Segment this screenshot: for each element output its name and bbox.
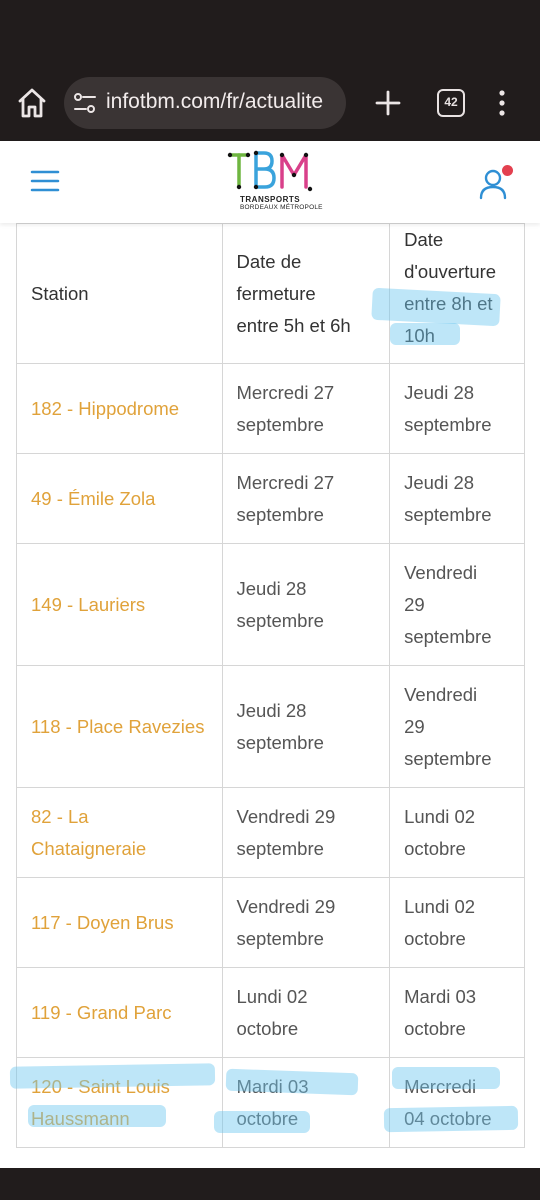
- closing-date-cell: [222, 666, 390, 788]
- station-link-text[interactable]: 119 - Grand Parc: [31, 1001, 172, 1023]
- opening-date-text: octobre: [404, 837, 466, 859]
- station-link-cell[interactable]: [17, 544, 223, 666]
- opening-date-cell: [390, 454, 525, 544]
- station-closure-table: [16, 223, 525, 1148]
- station-link-cell[interactable]: [17, 364, 223, 454]
- closing-date-text: septembre: [236, 927, 324, 949]
- page-content: [0, 223, 540, 1168]
- url-text[interactable]: infotbm.com/fr/actualite: [106, 90, 324, 113]
- station-link-cell[interactable]: [17, 1058, 223, 1148]
- tab-switcher-button[interactable]: 42: [437, 89, 465, 117]
- table-row: [17, 666, 525, 788]
- station-link-text[interactable]: 117 - Doyen Brus: [31, 911, 174, 933]
- opening-date-text: octobre: [404, 1017, 466, 1039]
- hamburger-menu-icon[interactable]: [30, 168, 60, 194]
- station-link-cell[interactable]: [17, 968, 223, 1058]
- closing-date-text: Jeudi 28: [236, 699, 307, 721]
- closing-date-text: Mercredi 27: [236, 471, 335, 493]
- opening-date-cell: [390, 666, 525, 788]
- opening-date-cell: [390, 364, 525, 454]
- header-station: Station: [17, 224, 223, 364]
- opening-date-text: octobre: [404, 927, 466, 949]
- opening-date-text: Lundi 02: [404, 805, 476, 827]
- table-row: [17, 1058, 525, 1148]
- closing-date-text: Mardi 03: [236, 1075, 309, 1097]
- logo-tagline: TRANSPORTS: [240, 195, 301, 204]
- table-header-row: [17, 224, 525, 364]
- opening-date-text: septembre: [404, 747, 492, 769]
- opening-date-text: Jeudi 28: [404, 471, 475, 493]
- closing-date-cell: [222, 544, 390, 666]
- opening-date-text: 29: [404, 715, 425, 737]
- closing-date-cell: [222, 1058, 390, 1148]
- closing-date-text: septembre: [236, 413, 324, 435]
- closing-date-text: septembre: [236, 609, 324, 631]
- opening-date-text: Lundi 02: [404, 895, 476, 917]
- closing-date-cell: [222, 454, 390, 544]
- opening-date-text: 29: [404, 593, 425, 615]
- header-opening-date: Date d'ouverture entre 8h et 10h: [390, 224, 525, 364]
- station-link-text[interactable]: 182 - Hippodrome: [31, 397, 180, 419]
- closing-date-cell: [222, 878, 390, 968]
- station-link-text[interactable]: Chataigneraie: [31, 837, 147, 859]
- station-link-cell[interactable]: [17, 788, 223, 878]
- browser-toolbar: [0, 66, 540, 141]
- closing-date-text: octobre: [236, 1017, 299, 1039]
- opening-date-cell: [390, 968, 525, 1058]
- opening-date-cell: [390, 788, 525, 878]
- closing-date-text: Mercredi 27: [236, 381, 335, 403]
- opening-date-cell: [390, 544, 525, 666]
- station-link-text[interactable]: 120 - Saint Louis: [31, 1075, 170, 1097]
- closing-date-text: octobre: [236, 1107, 299, 1129]
- closing-date-text: septembre: [236, 731, 324, 753]
- status-bar: [0, 0, 540, 66]
- logo-tagline-sub: BORDEAUX MÉTROPOLE: [240, 204, 323, 211]
- station-link-cell[interactable]: [17, 454, 223, 544]
- station-link-cell[interactable]: [17, 878, 223, 968]
- station-link-text[interactable]: 149 - Lauriers: [31, 593, 146, 615]
- closing-date-text: Lundi 02: [236, 985, 308, 1007]
- station-link-text[interactable]: 82 - La: [31, 805, 89, 827]
- table-row: [17, 788, 525, 878]
- opening-date-text: Mardi 03: [404, 985, 477, 1007]
- table-row: [17, 878, 525, 968]
- more-menu-icon[interactable]: [490, 88, 514, 118]
- closing-date-text: septembre: [236, 503, 324, 525]
- opening-date-text: septembre: [404, 625, 492, 647]
- station-link-text[interactable]: Haussmann: [31, 1107, 130, 1129]
- site-header: [0, 141, 540, 223]
- table-row: [17, 968, 525, 1058]
- station-link-text[interactable]: 49 - Émile Zola: [31, 487, 156, 509]
- closing-date-cell: [222, 968, 390, 1058]
- closing-date-text: Jeudi 28: [236, 577, 307, 599]
- opening-date-cell: [390, 1058, 525, 1148]
- station-link-cell[interactable]: [17, 666, 223, 788]
- new-tab-icon[interactable]: [374, 88, 402, 118]
- opening-date-text: Jeudi 28: [404, 381, 475, 403]
- site-settings-icon[interactable]: [72, 90, 98, 116]
- table-row: [17, 454, 525, 544]
- station-link-text[interactable]: 118 - Place Ravezies: [31, 715, 205, 737]
- opening-date-text: Mercredi: [404, 1075, 477, 1097]
- opening-date-text: Vendredi: [404, 561, 478, 583]
- closing-date-cell: [222, 364, 390, 454]
- opening-date-text: septembre: [404, 503, 492, 525]
- system-navigation-bar: [0, 1168, 540, 1200]
- table-row: [17, 544, 525, 666]
- closing-date-text: Vendredi 29: [236, 805, 336, 827]
- opening-date-text: 04 octobre: [404, 1107, 492, 1129]
- header-closing-date: Date de fermeture entre 5h et 6h: [222, 224, 390, 364]
- table-row: [17, 364, 525, 454]
- closing-date-cell: [222, 788, 390, 878]
- opening-date-text: Vendredi: [404, 683, 478, 705]
- opening-date-text: septembre: [404, 413, 492, 435]
- opening-date-cell: [390, 878, 525, 968]
- closing-date-text: septembre: [236, 837, 324, 859]
- notification-badge: [502, 165, 513, 176]
- url-bar[interactable]: [64, 77, 346, 129]
- home-icon[interactable]: [16, 86, 48, 120]
- closing-date-text: Vendredi 29: [236, 895, 336, 917]
